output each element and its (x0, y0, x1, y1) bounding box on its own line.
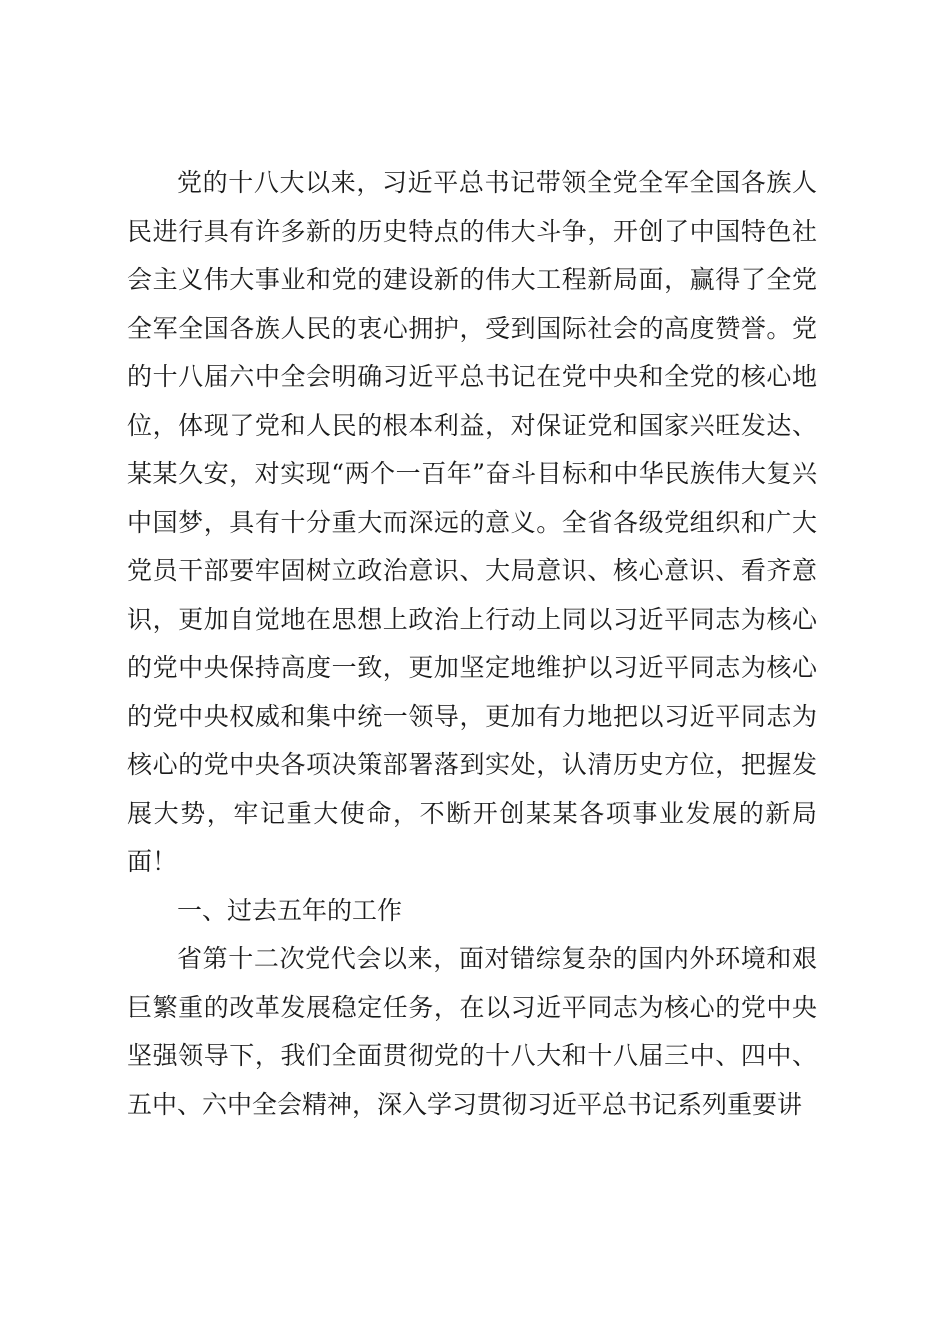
paragraph-leadership-core: 党的十八大以来，习近平总书记带领全党全军全国各族人民进行具有许多新的历史特点的伟大斗争，开创了中国特色社会主义伟大事业和党的建设新的伟大工程新局面，赢得了全党全军全国各族人民的衷心拥护，受到国际社会的高度赞誉。党的十八届六中全会明确习近平总书记在党中央和全党的核心地位，体现了党和人民的根本利益，对保证党和国家兴旺发达、某某久安，对实现“两个一百年”奋斗目标和中华民族伟大复兴中国梦，具有十分重大而深远的意义。全省各级党组织和广大党员干部要牢固树立政治意识、大局意识、核心意识、看齐意识，更加自觉地在思想上政治上行动上同以习近平同志为核心的党中央保持高度一致，更加坚定地维护以习近平同志为核心的党中央权威和集中统一领导，更加有力地把以习近平同志为核心的党中央各项决策部署落到实处，认清历史方位，把握发展大势，牢记重大使命，不断开创某某各项事业发展的新局面！ (127, 168, 817, 876)
section-heading-past-five-years: 一、过去五年的工作 (177, 895, 403, 925)
document-body (127, 159, 817, 1129)
paragraph-past-work: 省第十二次党代会以来，面对错综复杂的国内外环境和艰巨繁重的改革发展稳定任务，在以习近平同志为核心的党中央坚强领导下，我们全面贯彻党的十八大和十八届三中、四中、五中、六中全会精神，深入学习贯彻习近平总书记系列重要讲 (127, 944, 817, 1119)
